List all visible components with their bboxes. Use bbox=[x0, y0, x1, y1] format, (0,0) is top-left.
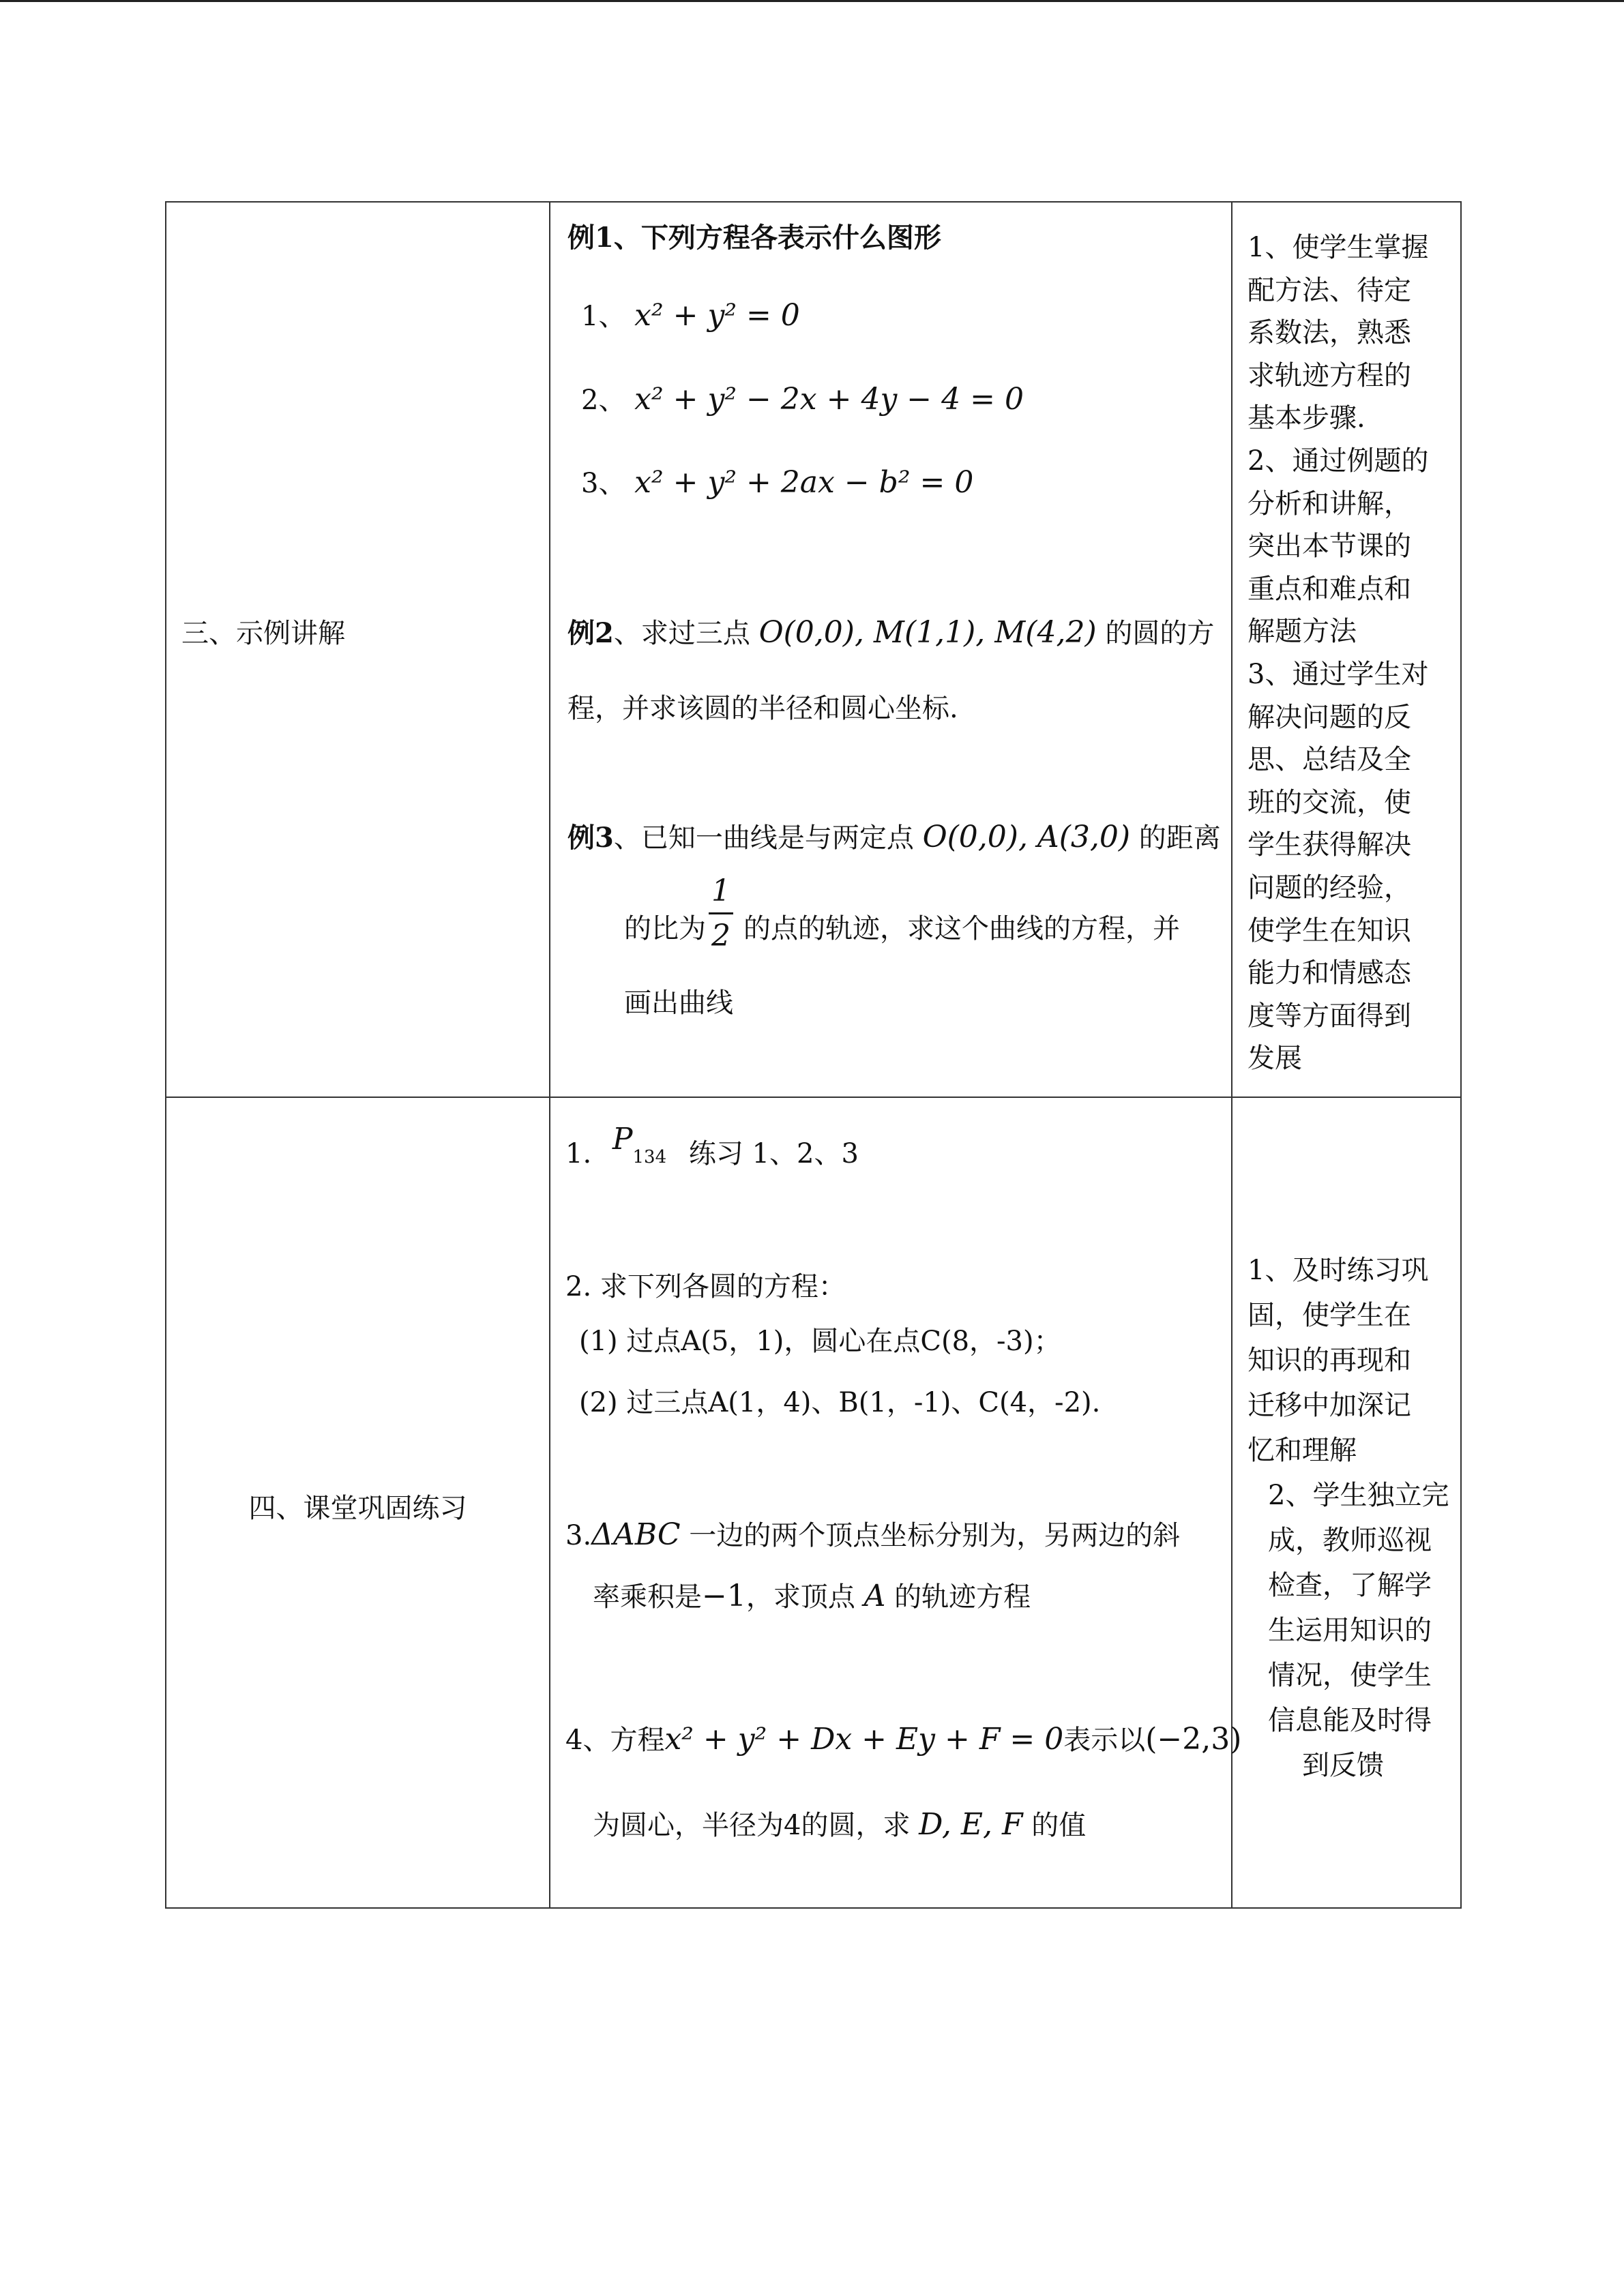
table-row bbox=[166, 202, 1461, 1097]
example2-line1: 例2、求过三点 O(0,0), M(1,1), M(4,2) 的圆的方 bbox=[567, 615, 1215, 650]
notes-cell bbox=[1232, 1097, 1461, 1908]
exercise4-line2: 为圆心，半径为4的圆，求 D, E, F 的值 bbox=[593, 1807, 1087, 1842]
exercise2-item: (2) 过三点A(1，4)、B(1，-1)、C(4，-2). bbox=[579, 1387, 1101, 1418]
exercise3-line2: 率乘积是−1，求顶点 A 的轨迹方程 bbox=[593, 1579, 1031, 1613]
example3-line1: 例3、已知一曲线是与两定点 O(0,0), A(3,0) 的距离 bbox=[567, 820, 1221, 854]
section-cell bbox=[166, 202, 550, 1097]
section-cell bbox=[166, 1097, 550, 1908]
page-top-edge bbox=[0, 0, 1624, 2]
exercise2-title: 2. 求下列各圆的方程： bbox=[565, 1271, 846, 1302]
fraction-one-half: 1 2 bbox=[706, 874, 736, 953]
teaching-notes: 1、及时练习巩 固，使学生在 知识的再现和 迁移中加深记 忆和理解 2、学生独立完 成，教师巡视 检查，了解学 生运用知识的 情况，使学生 信息能及时得 到反馈 bbox=[1247, 1255, 1449, 1781]
exercise3-line1: 3.ΔABC 一边的两个顶点坐标分别为，另两边的斜 bbox=[565, 1517, 1181, 1552]
example1-item: 2、 x² + y² − 2x + 4y − 4 = 0 bbox=[581, 382, 1024, 417]
exercise4-line1: 4、方程x² + y² + Dx + Ey + F = 0表示以(−2,3) bbox=[565, 1722, 1242, 1757]
exercise1: 1. P134 练习 1、2、3 bbox=[565, 1122, 859, 1169]
section-title: 三、示例讲解 bbox=[181, 618, 345, 649]
example3-line3: 画出曲线 bbox=[624, 987, 733, 1019]
content-cell bbox=[550, 1097, 1242, 1908]
exercises-block bbox=[550, 1098, 1242, 1907]
notes-cell bbox=[1232, 202, 1461, 1097]
table-row bbox=[166, 1097, 1461, 1908]
examples-block bbox=[550, 203, 1231, 1097]
section-title: 四、课堂巩固练习 bbox=[248, 1493, 467, 1524]
content-cell bbox=[550, 202, 1232, 1097]
example3-line2a: 的比为 bbox=[624, 913, 706, 944]
example1-item: 1、 x² + y² = 0 bbox=[581, 298, 800, 333]
exercise2-item: (1) 过点A(5，1)，圆心在点C(8，-3)； bbox=[579, 1326, 1061, 1357]
lesson-plan-table bbox=[165, 201, 1462, 1909]
teaching-notes: 1、使学生掌握 配方法、待定 系数法，熟悉 求轨迹方程的 基本步骤. 2、通过例题的 分析和讲解， 突出本节课的 重点和难点和 解题方法 3、通过学生对 解决问题的反 思、总结及全 班的交流，使 学生获得解决 问题的经验， 使学生在知识 能力和情感态 度等方面得到 发展 bbox=[1247, 232, 1429, 1075]
example2-line2: 程，并求该圆的半径和圆心坐标. bbox=[567, 693, 958, 724]
example1-title: 例1、下列方程各表示什么图形 bbox=[567, 222, 941, 254]
example1-item: 3、 x² + y² + 2ax − b² = 0 bbox=[581, 465, 974, 500]
example3-line2b: 的点的轨迹，求这个曲线的方程，并 bbox=[743, 913, 1180, 944]
